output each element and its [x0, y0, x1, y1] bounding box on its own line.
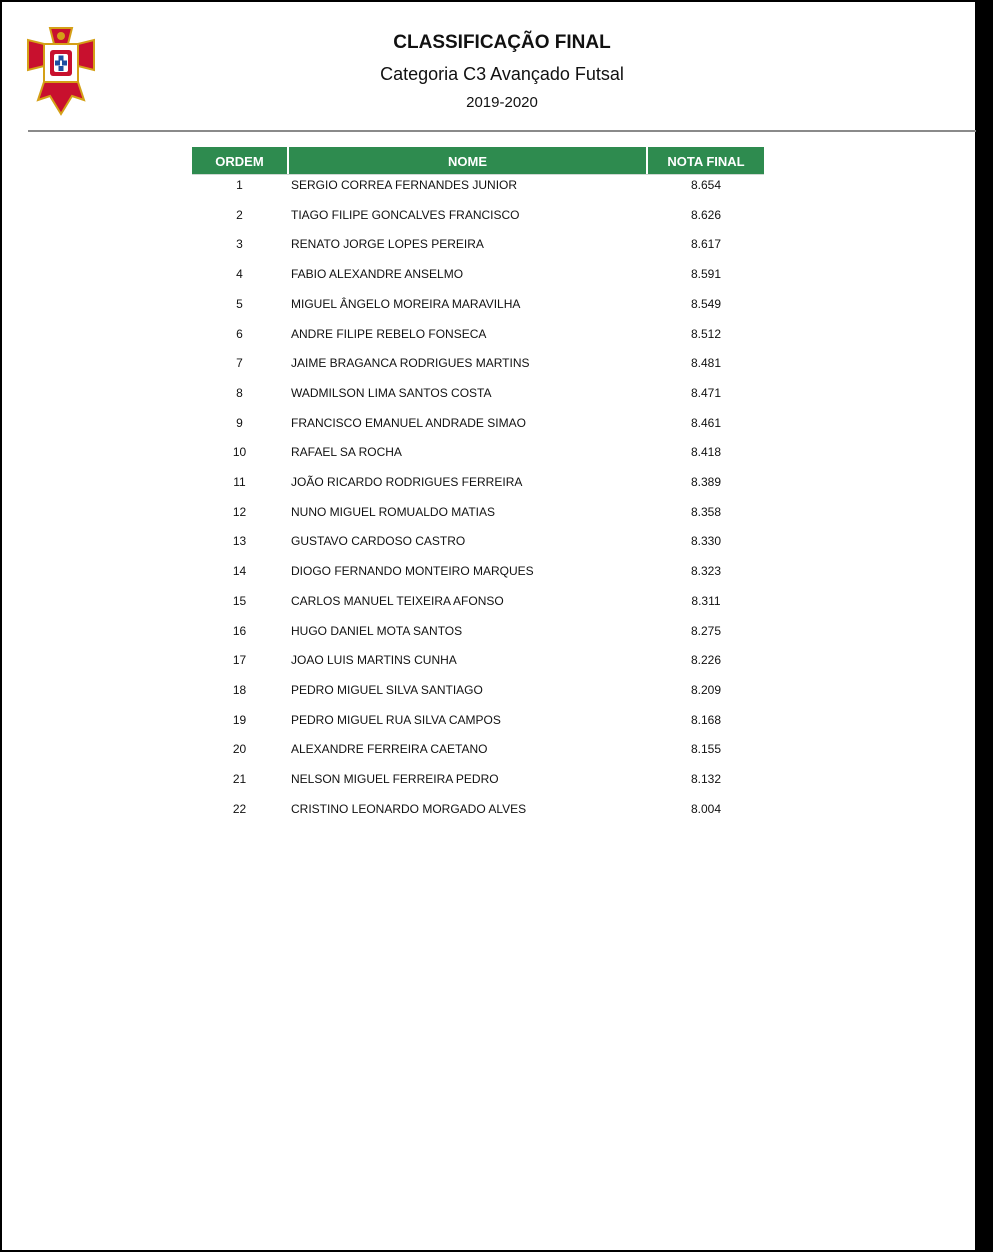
cell-nota-final: 8.626: [690, 207, 722, 222]
cell-ordem: 8: [236, 385, 243, 400]
cell-nota-final: 8.549: [690, 296, 722, 311]
cell-ordem: 20: [232, 742, 247, 757]
cell-ordem: 12: [232, 504, 247, 519]
cell-nome: CRISTINO LEONARDO MORGADO ALVES: [291, 801, 527, 816]
table-row: [2, 229, 975, 259]
cell-nome: PEDRO MIGUEL RUA SILVA CAMPOS: [291, 712, 501, 727]
cell-ordem: 5: [236, 296, 243, 311]
table-row: [2, 289, 975, 319]
column-header-ordem: ORDEM: [192, 147, 287, 175]
cell-nome: CARLOS MANUEL TEIXEIRA AFONSO: [291, 593, 504, 608]
cell-ordem: 2: [236, 207, 243, 222]
table-row: [2, 408, 975, 438]
cell-nota-final: 8.168: [690, 712, 722, 727]
cell-nota-final: 8.654: [690, 178, 722, 192]
cell-ordem: 1: [236, 178, 243, 192]
cell-ordem: 14: [232, 564, 247, 579]
cell-nota-final: 8.330: [690, 534, 722, 549]
cell-nome: SERGIO CORREA FERNANDES JUNIOR: [291, 178, 518, 192]
cell-nota-final: 8.461: [690, 415, 722, 430]
cell-nome: NELSON MIGUEL FERREIRA PEDRO: [291, 772, 499, 786]
table-row: [2, 734, 975, 764]
cell-nome: FRANCISCO EMANUEL ANDRADE SIMAO: [291, 415, 526, 430]
cell-nota-final: 8.617: [690, 237, 722, 252]
cell-ordem: 3: [236, 237, 243, 252]
cell-nota-final: 8.591: [690, 267, 722, 282]
table-row: [2, 200, 975, 230]
cell-ordem: 11: [233, 475, 246, 489]
cell-nota-final: 8.481: [690, 356, 722, 371]
cell-nota-final: 8.275: [690, 623, 722, 638]
cell-nota-final: 8.418: [690, 445, 722, 460]
cell-nome: JOAO LUIS MARTINS CUNHA: [291, 653, 457, 668]
table-row: [2, 348, 975, 378]
column-header-nota-final: NOTA FINAL: [648, 147, 764, 175]
cell-ordem: 18: [232, 682, 247, 697]
cell-nota-final: 8.389: [690, 475, 722, 489]
cell-nome: GUSTAVO CARDOSO CASTRO: [291, 534, 466, 549]
table-row: [2, 556, 975, 586]
cell-ordem: 9: [236, 415, 243, 430]
page-subtitle: Categoria C3 Avançado Futsal: [380, 64, 624, 84]
cell-ordem: 10: [232, 445, 247, 460]
cell-ordem: 15: [232, 593, 247, 608]
table-row: [2, 259, 975, 289]
cell-nome: RENATO JORGE LOPES PEREIRA: [291, 237, 484, 252]
table-row: [2, 616, 975, 646]
cell-nota-final: 8.323: [690, 564, 722, 579]
cell-nome: MIGUEL ÂNGELO MOREIRA MARAVILHA: [291, 296, 521, 311]
page-title: CLASSIFICAÇÃO FINAL: [393, 32, 611, 53]
cell-nota-final: 8.209: [690, 682, 722, 697]
cell-nota-final: 8.311: [691, 593, 721, 608]
cell-nome: JAIME BRAGANCA RODRIGUES MARTINS: [291, 356, 530, 371]
table-row: [2, 645, 975, 675]
cell-nota-final: 8.004: [690, 801, 722, 816]
cell-ordem: 4: [236, 267, 243, 282]
header-divider: [28, 130, 976, 132]
table-row: [2, 170, 975, 200]
table-row: [2, 675, 975, 705]
season-label: 2019-2020: [466, 94, 538, 111]
cell-nome: JOÃO RICARDO RODRIGUES FERREIRA: [291, 475, 523, 489]
cell-nome: RAFAEL SA ROCHA: [291, 445, 402, 460]
cell-nota-final: 8.471: [690, 385, 722, 400]
cell-ordem: 21: [232, 772, 247, 786]
cell-ordem: 22: [232, 801, 247, 816]
document-page: [2, 2, 975, 1250]
table-row: [2, 319, 975, 349]
cell-nome: DIOGO FERNANDO MONTEIRO MARQUES: [291, 564, 534, 579]
column-header-nome: NOME: [289, 147, 646, 175]
table-row: [2, 378, 975, 408]
cell-nota-final: 8.132: [690, 772, 722, 786]
cell-ordem: 7: [236, 356, 243, 371]
table-row: [2, 794, 975, 824]
cell-ordem: 16: [232, 623, 247, 638]
table-row: [2, 764, 975, 794]
cell-ordem: 19: [232, 712, 247, 727]
cell-nome: ALEXANDRE FERREIRA CAETANO: [291, 742, 488, 757]
cell-nome: ANDRE FILIPE REBELO FONSECA: [291, 326, 487, 341]
cell-nome: FABIO ALEXANDRE ANSELMO: [291, 267, 464, 282]
cell-nome: NUNO MIGUEL ROMUALDO MATIAS: [291, 504, 496, 519]
cell-nota-final: 8.512: [690, 326, 722, 341]
cell-nome: WADMILSON LIMA SANTOS COSTA: [291, 385, 492, 400]
cell-nome: HUGO DANIEL MOTA SANTOS: [291, 623, 463, 638]
table-row: [2, 467, 975, 497]
cell-ordem: 13: [232, 534, 247, 549]
cell-nome: PEDRO MIGUEL SILVA SANTIAGO: [291, 682, 483, 697]
table-row: [2, 497, 975, 527]
cell-ordem: 6: [236, 326, 243, 341]
cell-nota-final: 8.358: [690, 504, 722, 519]
table-row: [2, 705, 975, 735]
table-row: [2, 437, 975, 467]
table-row: [2, 526, 975, 556]
table-row: [2, 586, 975, 616]
cell-nota-final: 8.226: [690, 653, 722, 668]
cell-ordem: 17: [232, 653, 247, 668]
cell-nome: TIAGO FILIPE GONCALVES FRANCISCO: [291, 207, 520, 222]
cell-nota-final: 8.155: [690, 742, 722, 757]
